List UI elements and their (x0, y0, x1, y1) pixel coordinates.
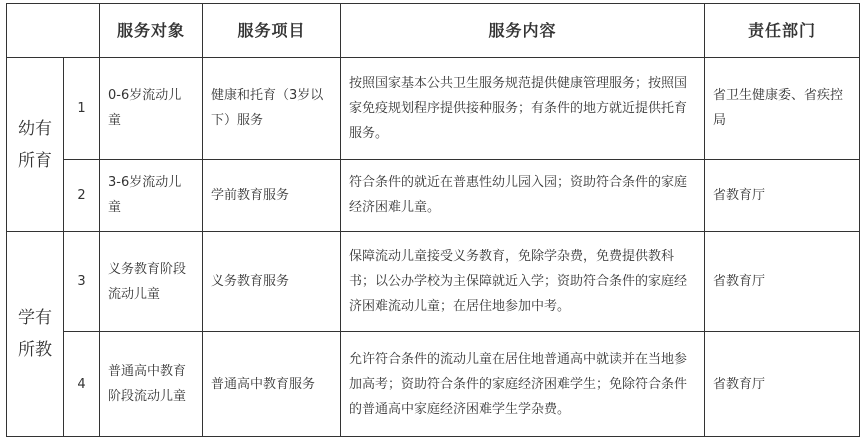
service-content-cell: 保障流动儿童接受义务教育，免除学杂费，免费提供教科书；以公办学校为主保障就近入学；资助符合条件的家庭经济困难流动儿童；在居住地参加中考。 (341, 232, 705, 332)
service-item-cell: 义务教育服务 (203, 232, 341, 332)
responsible-dept-cell: 省教育厅 (705, 159, 860, 231)
group-label (7, 232, 64, 437)
row-number: 1 (64, 58, 100, 159)
group-label-text: 学有所教 (17, 308, 52, 361)
service-item-cell: 普通高中教育服务 (203, 332, 341, 437)
group-label (7, 58, 64, 232)
responsible-dept-cell: 省卫生健康委、省疾控局 (705, 58, 860, 159)
service-target-cell: 3-6岁流动儿童 (100, 159, 203, 231)
service-target-cell: 义务教育阶段流动儿童 (100, 232, 203, 332)
header-service-item: 服务项目 (203, 4, 341, 58)
header-responsible-dept: 责任部门 (705, 4, 860, 58)
row-number: 3 (64, 232, 100, 332)
header-service-target: 服务对象 (100, 4, 203, 58)
table-row (7, 58, 860, 159)
service-content-cell: 符合条件的就近在普惠性幼儿园入园；资助符合条件的家庭经济困难儿童。 (341, 159, 705, 231)
service-item-cell: 学前教育服务 (203, 159, 341, 231)
service-table (6, 3, 860, 437)
table-row (7, 232, 860, 332)
service-content-cell: 按照国家基本公共卫生服务规范提供健康管理服务；按照国家免疫规划程序提供接种服务；有条件的地方就近提供托育服务。 (341, 58, 705, 159)
service-target-cell: 0-6岁流动儿童 (100, 58, 203, 159)
responsible-dept-cell: 省教育厅 (705, 232, 860, 332)
service-item-cell: 健康和托育（3岁以下）服务 (203, 58, 341, 159)
table-row (7, 332, 860, 437)
header-row (7, 4, 860, 58)
header-blank-cell (7, 4, 100, 58)
header-service-content: 服务内容 (341, 4, 705, 58)
responsible-dept-cell: 省教育厅 (705, 332, 860, 437)
row-number: 4 (64, 332, 100, 437)
row-number: 2 (64, 159, 100, 231)
table-row (7, 159, 860, 231)
service-content-cell: 允许符合条件的流动儿童在居住地普通高中就读并在当地参加高考；资助符合条件的家庭经济困难学生；免除符合条件的普通高中家庭经济困难学生学杂费。 (341, 332, 705, 437)
group-label-text: 幼有所育 (17, 118, 52, 171)
service-target-cell: 普通高中教育阶段流动儿童 (100, 332, 203, 437)
